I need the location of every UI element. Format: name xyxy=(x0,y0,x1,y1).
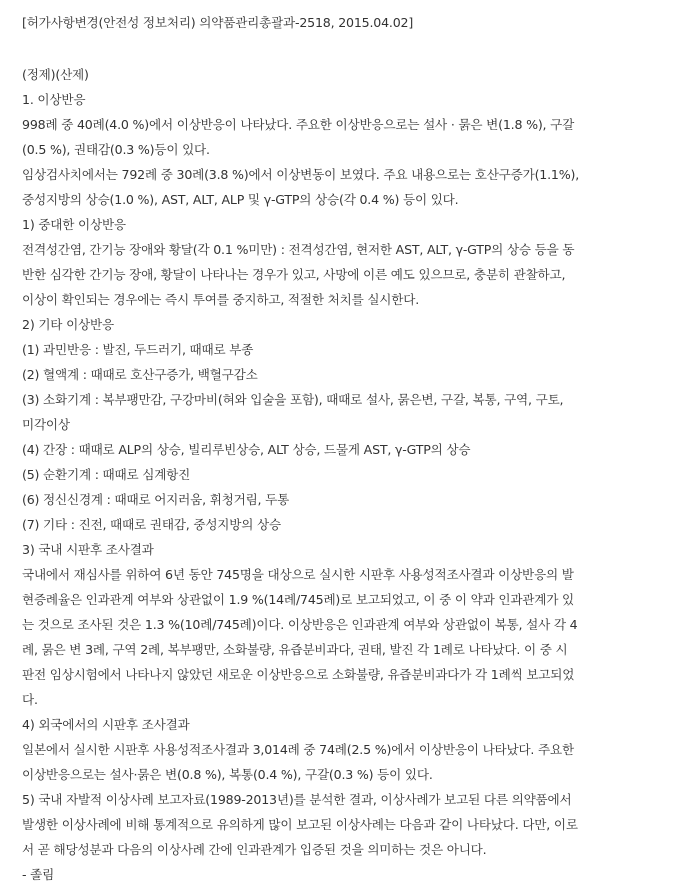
section-heading-adverse-reactions: 1. 이상반응 xyxy=(22,92,86,107)
list-item: (3) 소화기계 : 복부팽만감, 구강마비(혀와 입술을 포함), 때때로 설사, 묽은변, 구갈, 복통, 구역, 구토, xyxy=(22,392,564,407)
paragraph-line: 판전 임상시험에서 나타나지 않았던 새로운 이상반응으로 소화불량, 유즙분비과다가 각 1례씩 보고되었 xyxy=(22,667,575,682)
document-header: [허가사항변경(안전성 정보처리) 의약품관리총괄과-2518, 2015.04.02] xyxy=(22,15,414,30)
subheading-foreign-survey: 4) 외국에서의 시판후 조사결과 xyxy=(22,717,190,732)
blank-line xyxy=(22,37,682,62)
subheading-other-reactions: 2) 기타 이상반응 xyxy=(22,317,114,332)
paragraph-line: 례, 묽은 변 3례, 구역 2례, 복부팽만, 소화불량, 유즙분비과다, 권태, 발진 각 1례로 나타났다. 이 중 시 xyxy=(22,642,568,657)
paragraph-line: 다. xyxy=(22,692,38,707)
subheading-domestic-survey: 3) 국내 시판후 조사결과 xyxy=(22,542,154,557)
paragraph-line: (0.5 %), 권태감(0.3 %)등이 있다. xyxy=(22,142,210,157)
paragraph-line: 임상검사치에서는 792례 중 30례(3.8 %)에서 이상변동이 보였다. 주요 내용으로는 호산구증가(1.1%), xyxy=(22,167,580,182)
paragraph-line: 는 것으로 조사된 것은 1.3 %(10례/745례)이다. 이상반응은 인과관계 여부와 상관없이 복통, 설사 각 4 xyxy=(22,617,578,632)
paragraph-line: 발생한 이상사례에 비해 통계적으로 유의하게 많이 보고된 이상사례는 다음과 같이 나타났다. 다만, 이로 xyxy=(22,817,578,832)
list-item: - 졸림 xyxy=(22,867,55,882)
paragraph-line: 998례 중 40례(4.0 %)에서 이상반응이 나타났다. 주요한 이상반응으로는 설사 · 묽은 변(1.8 %), 구갈 xyxy=(22,117,575,132)
list-item: (4) 간장 : 때때로 ALP의 상승, 빌리루빈상승, ALT 상승, 드물게 AST, γ-GTP의 상승 xyxy=(22,442,471,457)
list-item: (2) 혈액계 : 때때로 호산구증가, 백혈구감소 xyxy=(22,367,258,382)
paragraph-line: 반한 심각한 간기능 장애, 황달이 나타나는 경우가 있고, 사망에 이른 예도 있으므로, 충분히 관찰하고, xyxy=(22,267,566,282)
list-item: (1) 과민반응 : 발진, 두드러기, 때때로 부종 xyxy=(22,342,254,357)
paragraph-line: 전격성간염, 간기능 장애와 황달(각 0.1 %미만) : 전격성간염, 현저한 AST, ALT, γ-GTP의 상승 등을 동 xyxy=(22,242,575,257)
paragraph-line: 국내에서 재심사를 위하여 6년 동안 745명을 대상으로 실시한 시판후 사용성적조사결과 이상반응의 발 xyxy=(22,567,574,582)
paragraph-line: 현증례율은 인과관계 여부와 상관없이 1.9 %(14례/745례)로 보고되었고, 이 중 이 약과 인과관계가 있 xyxy=(22,592,574,607)
paragraph-line: 이상반응으로는 설사·묽은 변(0.8 %), 복통(0.4 %), 구갈(0.3 %) 등이 있다. xyxy=(22,767,433,782)
paragraph-line: 서 곧 해당성분과 다음의 이상사례 간에 인과관계가 입증된 것을 의미하는 것은 아니다. xyxy=(22,842,487,857)
document-body xyxy=(22,10,682,887)
paragraph-line: 일본에서 실시한 시판후 사용성적조사결과 3,014례 중 74례(2.5 %)에서 이상반응이 나타났다. 주요한 xyxy=(22,742,574,757)
list-item-continuation: 미각이상 xyxy=(22,417,70,432)
paragraph-line: 중성지방의 상승(1.0 %), AST, ALT, ALP 및 γ-GTP의 상승(각 0.4 %) 등이 있다. xyxy=(22,192,459,207)
list-item: (6) 정신신경계 : 때때로 어지러움, 휘청거림, 두통 xyxy=(22,492,290,507)
list-item: (7) 기타 : 진전, 때때로 권태감, 중성지방의 상승 xyxy=(22,517,281,532)
dosage-form-line: (정제)(산제) xyxy=(22,67,89,82)
paragraph-line: 이상이 확인되는 경우에는 즉시 투여를 중지하고, 적절한 처치를 실시한다. xyxy=(22,292,419,307)
list-item: (5) 순환기계 : 때때로 심계항진 xyxy=(22,467,191,482)
subheading-serious-reactions: 1) 중대한 이상반응 xyxy=(22,217,126,232)
paragraph-line: 5) 국내 자발적 이상사례 보고자료(1989-2013년)를 분석한 결과, 이상사례가 보고된 다른 의약품에서 xyxy=(22,792,572,807)
